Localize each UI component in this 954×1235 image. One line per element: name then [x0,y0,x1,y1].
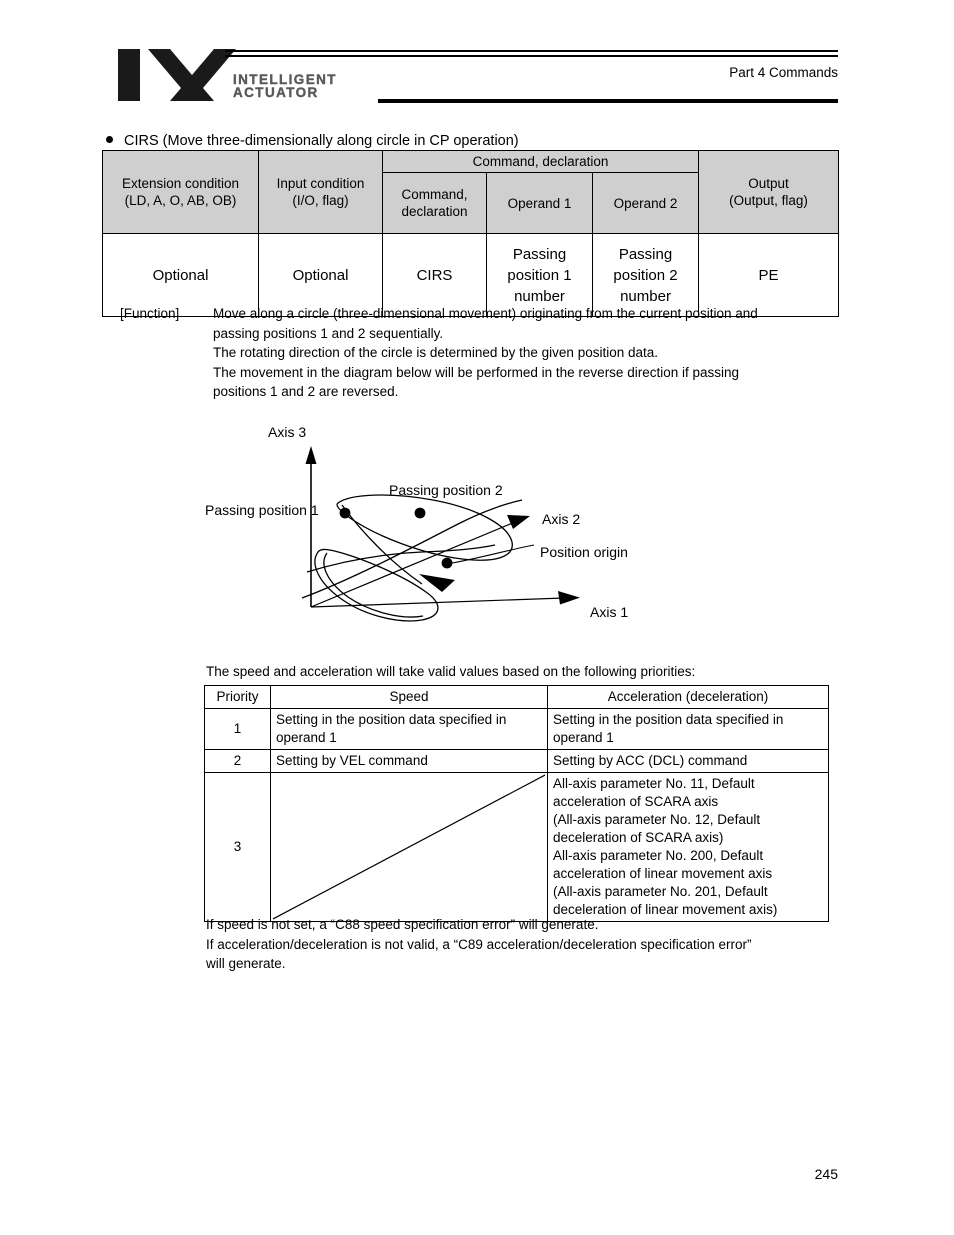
priority-acceleration-3-line-5: All-axis parameter No. 200, Default [553,848,764,863]
table-row [205,773,829,922]
function-tag: [Function] [120,306,180,321]
error-note-line-1: If speed is not set, a “C88 speed specification error” will generate. [206,917,599,932]
passing-position-2-dot [415,508,426,519]
function-line-2: passing positions 1 and 2 sequentially. [213,325,444,341]
header-rule-bottom [378,99,838,103]
cell-extension-condition: Optional [103,234,259,317]
table-row [205,709,829,750]
priority-header-speed: Speed [271,686,548,709]
table-row [205,750,829,773]
diagonal-strikethrough-icon [271,773,547,921]
priority-speed-3-not-applicable [271,773,548,922]
position-origin-label: Position origin [540,544,628,560]
three-axis-circle-diagram [190,412,690,637]
command-heading-text: CIRS (Move three-dimensionally along circle in CP operation) [124,133,519,149]
cell-output: PE [699,234,839,317]
axis-1-label: Axis 1 [590,604,629,620]
cell-operand-1-line2: position 1 [507,266,572,284]
logo-word-actuator: ACTUATOR [233,85,319,100]
part-label: Part 4 Commands [729,65,838,80]
priority-acceleration-3-line-1: All-axis parameter No. 11, Default [553,776,755,791]
bullet-icon [106,136,113,143]
passing-position-1-label: Passing position 1 [205,502,319,518]
header-operand-1: Operand 1 [487,173,593,234]
cp-circle-path [302,495,522,621]
error-note-line-2: If acceleration/deceleration is not valid, a “C89 acceleration/deceleration specification error” [206,936,752,952]
priority-acceleration-1: Setting in the position data specified in operand 1 [548,709,829,750]
function-line-1: Move along a circle (three-dimensional movement) originating from the current position and [213,306,758,321]
header-extension-condition-line1: Extension condition [121,176,240,191]
cell-operand-2-line1: Passing [618,245,673,263]
priority-acceleration-2: Setting by ACC (DCL) command [548,750,829,773]
priority-table [204,685,829,922]
header-input-condition-line2: (I/O, flag) [292,193,349,208]
priority-value-3: 3 [205,773,271,922]
position-origin-leader [452,545,534,563]
axis-3-label: Axis 3 [268,424,307,440]
header-operand-2: Operand 2 [593,173,699,234]
header-output-line1: Output [748,176,789,191]
logo-word-intelligent: INTELLIGENT [233,72,337,87]
header-input-condition-line1: Input condition [276,176,365,191]
axis-3-arrow [306,446,317,607]
function-line-4: The movement in the diagram below will be performed in the reverse direction if passing [213,364,740,380]
table-header-row-top [103,151,839,173]
priority-acceleration-3-line-2: acceleration of SCARA axis [553,794,719,809]
error-notes [206,915,866,974]
cell-operand-1-line3: number [514,287,565,305]
cell-command: CIRS [383,234,487,317]
cell-operand-1-line1: Passing [512,245,567,263]
header-output-line2: (Output, flag) [729,193,808,208]
page-number: 245 [814,1166,838,1182]
header-command-declaration [383,173,487,234]
priority-header-priority: Priority [205,686,271,709]
ix-logo-icon [118,47,242,103]
cell-input-condition: Optional [259,234,383,317]
priority-speed-2: Setting by VEL command [271,750,548,773]
header-rule-top-upper [225,50,838,52]
priority-acceleration-3-line-8: deceleration of linear movement axis) [553,902,778,917]
function-line-3: The rotating direction of the circle is determined by the given position data. [213,345,658,360]
priority-acceleration-3-line-6: acceleration of linear movement axis [553,866,773,881]
priority-header-acceleration: Acceleration (deceleration) [548,686,829,709]
header-command-declaration-line1: Command, [401,187,468,202]
header-command-declaration-group: Command, declaration [383,151,699,173]
priority-value-2: 2 [205,750,271,773]
header-extension-condition [103,151,259,234]
priority-acceleration-3 [548,773,829,922]
header-command-declaration-line2: declaration [401,204,468,219]
error-note-line-3: will generate. [206,956,286,971]
axis-2-label: Axis 2 [542,511,581,527]
header-input-condition [259,151,383,234]
header-extension-condition-line2: (LD, A, O, AB, OB) [124,193,237,208]
priority-speed-1: Setting in the position data specified in operand 1 [271,709,548,750]
priority-value-1: 1 [205,709,271,750]
priority-intro-text: The speed and acceleration will take valid values based on the following priorities: [206,664,696,679]
priority-acceleration-3-line-7: (All-axis parameter No. 201, Default [553,884,768,899]
command-declaration-table [102,150,839,317]
direction-arrowhead [419,574,455,592]
priority-acceleration-3-line-3: (All-axis parameter No. 12, Default [553,812,761,827]
position-origin-dot [442,558,453,569]
cell-operand-2-line3: number [620,287,671,305]
page-header [0,0,954,120]
priority-acceleration-3-line-4: deceleration of SCARA axis) [553,830,724,845]
command-heading [106,133,519,149]
header-rule-top-lower [225,55,838,57]
function-section [120,304,850,402]
logo-wordmark [233,73,393,99]
function-line-5: positions 1 and 2 are reversed. [213,384,399,399]
passing-position-1-dot [340,508,351,519]
passing-position-2-label: Passing position 2 [389,482,503,498]
priority-header-row [205,686,829,709]
header-output [699,151,839,234]
cell-operand-2-line2: position 2 [613,266,678,284]
function-description [213,304,850,402]
